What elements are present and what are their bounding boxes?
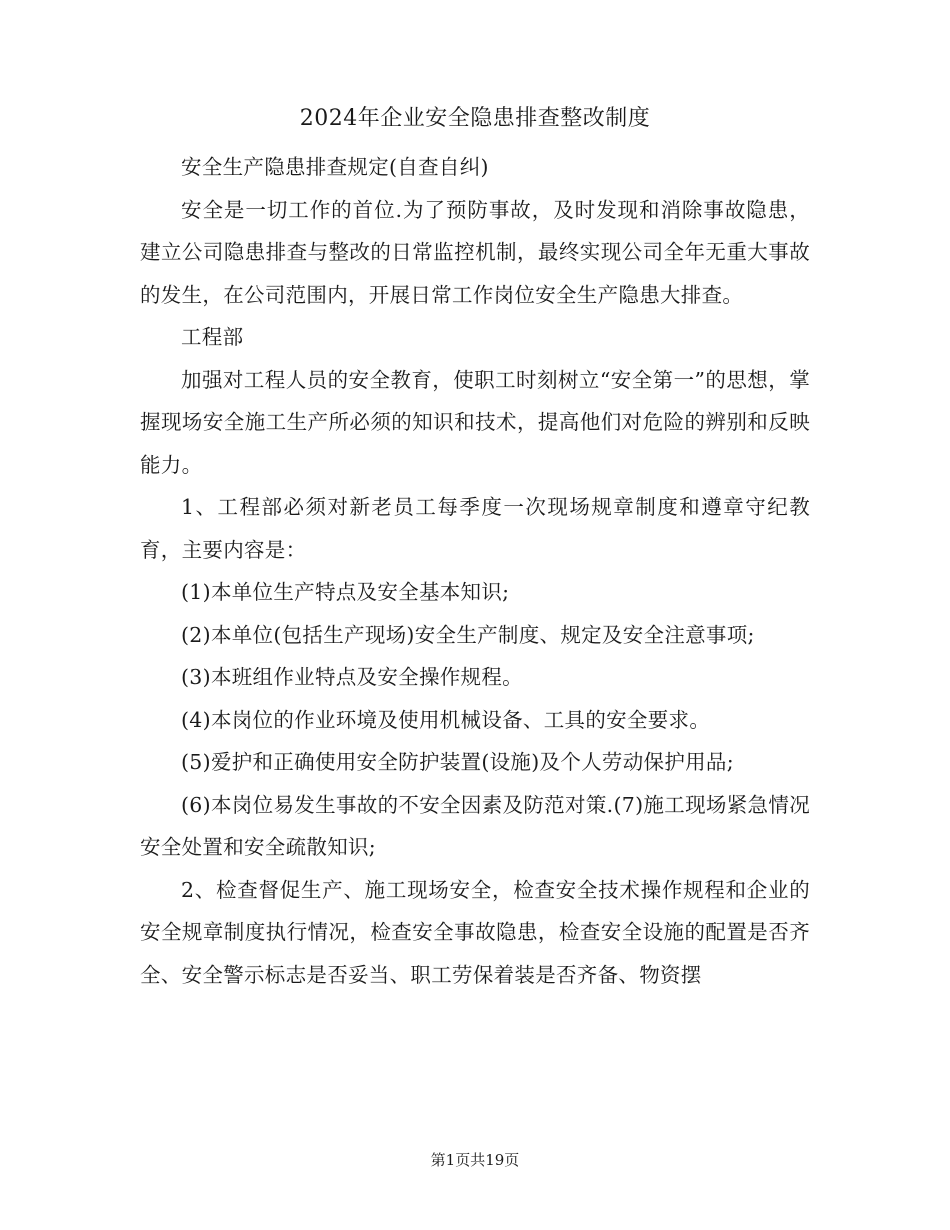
paragraph-subitem-1: (1)本单位生产特点及安全基本知识; — [181, 580, 510, 604]
paragraph-subitem-3: (3)本班组作业特点及安全操作规程。 — [181, 665, 523, 689]
paragraph-subitem-5: (5)爱护和正确使用安全防护装置(设施)及个人劳动保护用品; — [181, 750, 734, 774]
paragraph-subtitle: 安全生产隐患排查规定(自查自纠) — [181, 155, 489, 179]
paragraph-intro: 安全是一切工作的首位.为了预防事故，及时发现和消除事故隐患，建立公司隐患排查与整改的日常监控机制，最终实现公司全年无重大事故的发生，在公司范围内，开展日常工作岗位安全生产隐患大排查。 — [140, 197, 810, 307]
document-body — [140, 100, 810, 996]
paragraph-education: 加强对工程人员的安全教育，使职工时刻树立“安全第一”的思想，掌握现场安全施工生产所必须的知识和技术，提高他们对危险的辨别和反映能力。 — [140, 367, 810, 477]
paragraph-section-heading: 工程部 — [181, 325, 244, 349]
paragraph-subitem-2: (2)本单位(包括生产现场)安全生产制度、规定及安全注意事项; — [181, 622, 755, 647]
paragraph-subitem-4: (4)本岗位的作业环境及使用机械设备、工具的安全要求。 — [181, 707, 711, 732]
paragraph-item-1: 1、工程部必须对新老员工每季度一次现场规章制度和遵章守纪教育，主要内容是： — [140, 495, 810, 562]
page-number-footer: 第1页共19页 — [430, 1151, 520, 1169]
document-title: 2024年企业安全隐患排查整改制度 — [299, 106, 651, 131]
paragraph-subitem-6-7: (6)本岗位易发生事故的不安全因素及防范对策.(7)施工现场紧急情况安全处置和安全疏散知识; — [140, 792, 810, 859]
paragraph-item-2: 2、检查督促生产、施工现场安全，检查安全技术操作规程和企业的安全规章制度执行情况，检查安全事故隐患，检查安全设施的配置是否齐全、安全警示标志是否妥当、职工劳保着装是否齐备、物资摆 — [140, 877, 810, 987]
